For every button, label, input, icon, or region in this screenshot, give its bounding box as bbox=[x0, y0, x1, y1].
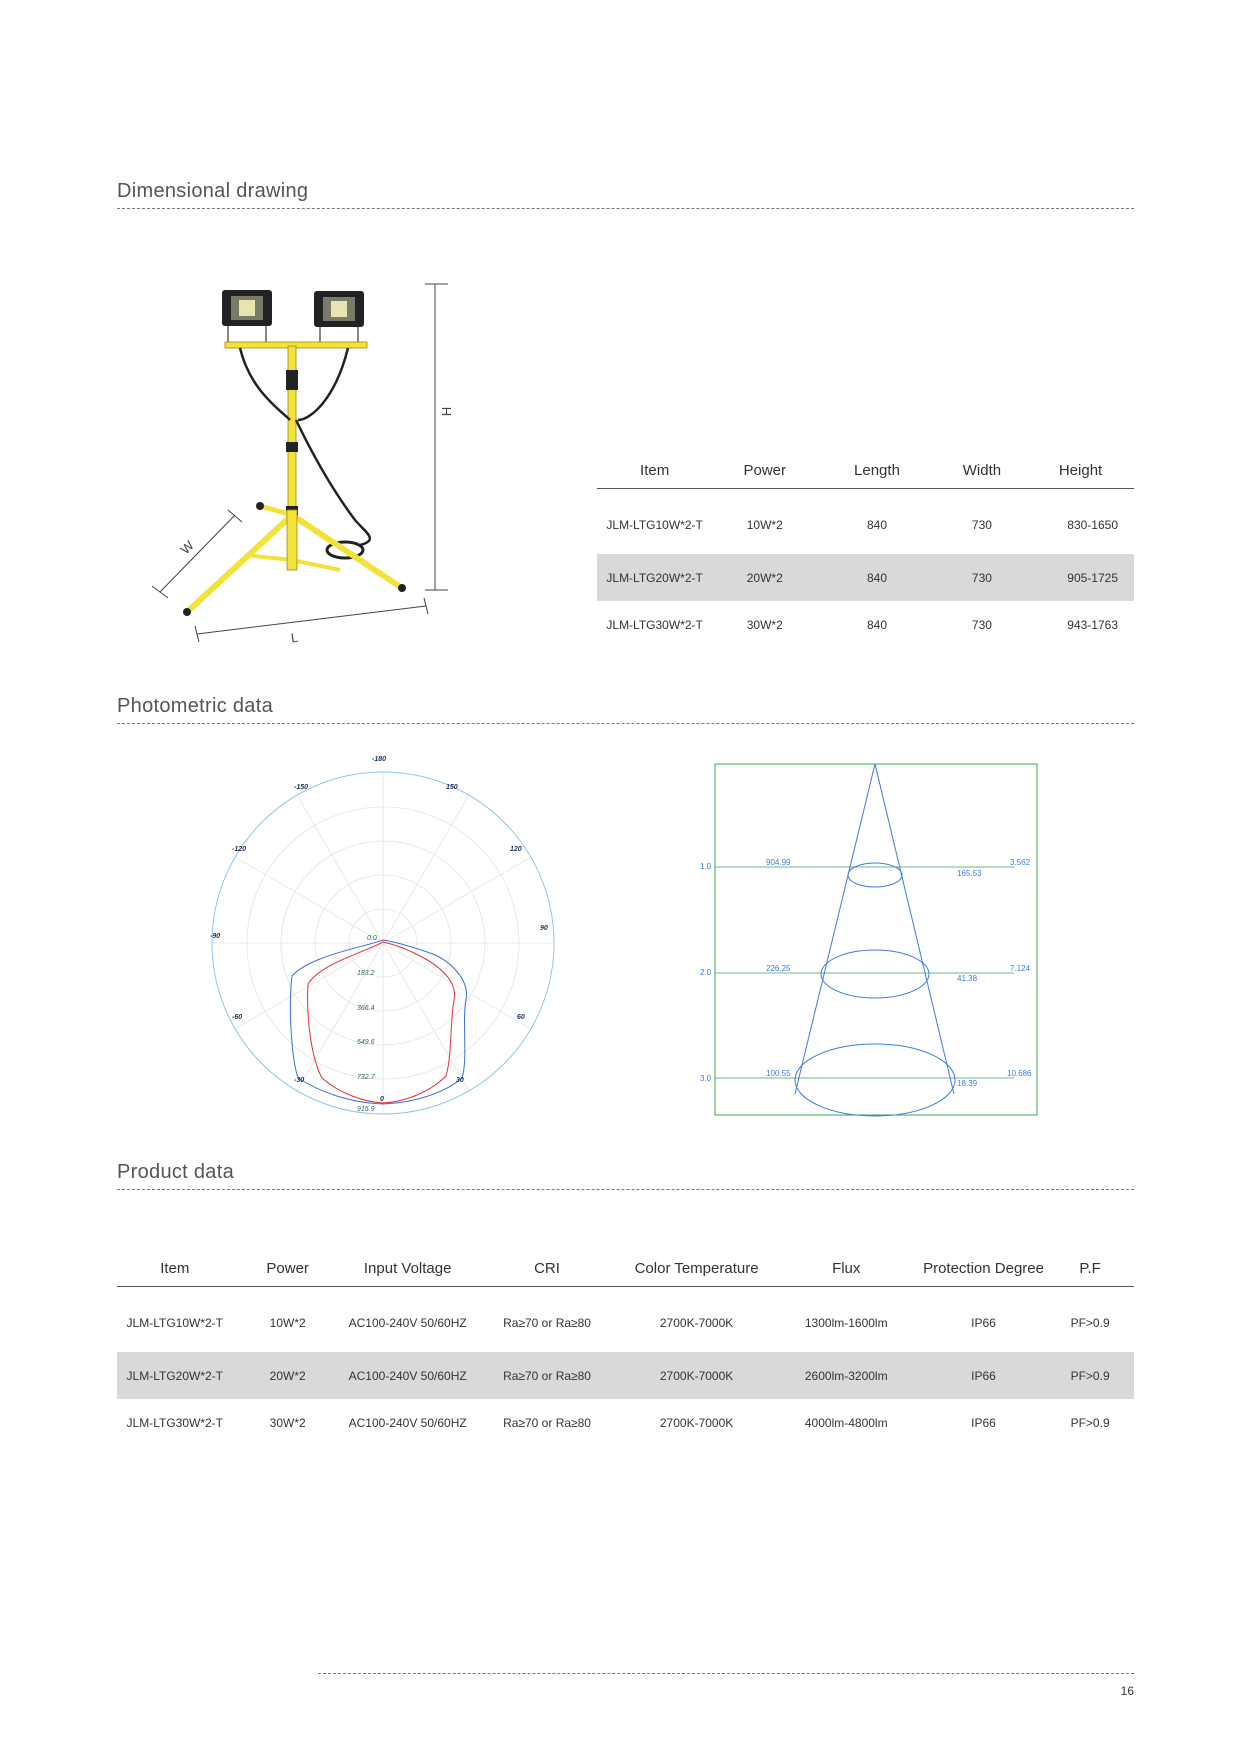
cell-protection-degree: IP66 bbox=[921, 1352, 1046, 1399]
cone-illuminance-value: 226.25 bbox=[766, 964, 791, 973]
polar-angle-label: 30 bbox=[456, 1077, 464, 1084]
tripod-legs bbox=[183, 502, 406, 616]
table-row bbox=[117, 1352, 1134, 1399]
section-title-photometric: Photometric data bbox=[117, 695, 1134, 724]
dimension-label-l: L bbox=[289, 629, 300, 646]
cell-length: 840 bbox=[817, 554, 937, 601]
section-title-dimensional: Dimensional drawing bbox=[117, 180, 1134, 209]
cone-average-value: 165.53 bbox=[957, 869, 982, 878]
polar-radial-label: 183.2 bbox=[357, 970, 375, 977]
polar-angle-label: -120 bbox=[232, 846, 247, 853]
cell-power: 10W*2 bbox=[269, 1316, 306, 1330]
cell-color-temperature: 2700K-7000K bbox=[659, 1316, 734, 1330]
cone-diameter-value: 10.686 bbox=[1007, 1069, 1032, 1078]
header-width: Width bbox=[937, 452, 1027, 489]
polar-angle-label: -90 bbox=[210, 933, 221, 940]
header-protection-degree: Protection Degree bbox=[921, 1250, 1046, 1287]
header-item: Item bbox=[117, 1250, 233, 1287]
cell-flux: 2600lm-3200lm bbox=[772, 1352, 921, 1399]
polar-angle-label: 60 bbox=[517, 1014, 525, 1021]
height-dimension bbox=[425, 284, 448, 590]
cone-distance-label: 2.0 bbox=[700, 968, 712, 977]
polar-radial-label: 732.7 bbox=[357, 1074, 375, 1081]
cone-illuminance-value: 904.99 bbox=[766, 858, 791, 867]
cell-pf: PF>0.9 bbox=[1070, 1316, 1110, 1330]
cone-average-value: 41.38 bbox=[957, 974, 978, 983]
footer-divider bbox=[318, 1673, 1134, 1674]
table-row bbox=[597, 554, 1134, 601]
cone-distance-label: 3.0 bbox=[700, 1074, 712, 1083]
cell-length: 840 bbox=[866, 617, 887, 632]
width-dimension bbox=[152, 510, 242, 598]
polar-radial-label: 366.4 bbox=[357, 1005, 375, 1012]
polar-curve-blue bbox=[290, 940, 466, 1104]
polar-distribution-diagram bbox=[200, 760, 570, 1130]
cell-item: JLM-LTG10W*2-T bbox=[126, 1316, 224, 1330]
table-row bbox=[117, 1399, 1134, 1446]
polar-radial-label: 915.9 bbox=[357, 1106, 375, 1113]
cell-cri: Ra≥70 or Ra≥80 bbox=[503, 1316, 591, 1330]
cell-cri: Ra≥70 or Ra≥80 bbox=[473, 1352, 622, 1399]
length-dimension bbox=[195, 598, 428, 642]
cell-input-voltage: AC100-240V 50/60HZ bbox=[348, 1316, 467, 1330]
polar-angle-label: -180 bbox=[372, 756, 387, 763]
polar-angle-label: 90 bbox=[540, 925, 548, 932]
lamp-head-left bbox=[222, 290, 272, 344]
cell-protection-degree: IP66 bbox=[971, 1415, 996, 1430]
tripod-floodlight-drawing bbox=[130, 270, 470, 650]
cell-item: JLM-LTG30W*2-T bbox=[126, 1415, 224, 1430]
dimension-label-w: W bbox=[177, 537, 197, 558]
polar-radial-label: 549.6 bbox=[357, 1039, 375, 1046]
cell-item: JLM-LTG20W*2-T bbox=[117, 1352, 233, 1399]
cone-average-value: 18.39 bbox=[957, 1079, 978, 1088]
header-length: Length bbox=[817, 452, 937, 489]
cell-input-voltage: AC100-240V 50/60HZ bbox=[348, 1415, 467, 1430]
header-item: Item bbox=[597, 452, 712, 489]
header-cri: CRI bbox=[473, 1250, 622, 1287]
table-header-row bbox=[597, 452, 1134, 489]
polar-angle-label: 120 bbox=[510, 846, 522, 853]
cell-input-voltage: AC100-240V 50/60HZ bbox=[343, 1352, 473, 1399]
dimension-label-h: H bbox=[439, 406, 455, 417]
header-input-voltage: Input Voltage bbox=[343, 1250, 473, 1287]
cell-height: 905-1725 bbox=[1027, 554, 1134, 601]
cell-power: 30W*2 bbox=[746, 617, 783, 632]
cell-flux: 1300lm-1600lm bbox=[804, 1316, 888, 1330]
header-pf: P.F bbox=[1046, 1250, 1134, 1287]
header-color-temperature: Color Temperature bbox=[621, 1250, 771, 1287]
cell-power: 30W*2 bbox=[269, 1415, 306, 1430]
polar-angle-label: -30 bbox=[294, 1077, 305, 1084]
cell-height: 943-1763 bbox=[1067, 617, 1118, 632]
table-header-row bbox=[117, 1250, 1134, 1287]
header-flux: Flux bbox=[772, 1250, 921, 1287]
cell-item: JLM-LTG10W*2-T bbox=[606, 518, 703, 532]
cell-height: 830-1650 bbox=[1067, 518, 1118, 532]
table-row bbox=[597, 601, 1134, 648]
lamp-head-right bbox=[314, 291, 364, 344]
cell-cri: Ra≥70 or Ra≥80 bbox=[503, 1415, 591, 1430]
cell-pf: PF>0.9 bbox=[1046, 1352, 1134, 1399]
cone-distance-label: 1.0 bbox=[700, 862, 712, 871]
dimension-table bbox=[597, 452, 1134, 648]
cell-pf: PF>0.9 bbox=[1070, 1415, 1110, 1430]
cell-protection-degree: IP66 bbox=[971, 1316, 996, 1330]
polar-radial-label: 0.0 bbox=[367, 935, 377, 942]
cone-diameter-value: 7.124 bbox=[1010, 964, 1031, 973]
cone-illuminance-value: 100.55 bbox=[766, 1069, 791, 1078]
polar-angle-label: -150 bbox=[294, 784, 309, 791]
cell-power: 20W*2 bbox=[233, 1352, 343, 1399]
table-row bbox=[597, 489, 1134, 555]
cell-color-temperature: 2700K-7000K bbox=[659, 1415, 734, 1430]
page-number: 16 bbox=[1120, 1684, 1134, 1698]
cell-length: 840 bbox=[866, 518, 887, 532]
cell-item: JLM-LTG20W*2-T bbox=[597, 554, 712, 601]
product-table bbox=[117, 1250, 1134, 1446]
cell-width: 730 bbox=[971, 518, 992, 532]
cell-power: 10W*2 bbox=[746, 518, 783, 532]
cell-power: 20W*2 bbox=[712, 554, 817, 601]
cell-width: 730 bbox=[937, 554, 1027, 601]
header-power: Power bbox=[712, 452, 817, 489]
polar-angle-label: -60 bbox=[232, 1014, 243, 1021]
cell-flux: 4000lm-4800lm bbox=[804, 1415, 888, 1430]
header-power: Power bbox=[233, 1250, 343, 1287]
section-title-product: Product data bbox=[117, 1161, 1134, 1190]
polar-angle-label: 150 bbox=[446, 784, 458, 791]
cell-width: 730 bbox=[971, 617, 992, 632]
table-row bbox=[117, 1287, 1134, 1353]
cone-diameter-value: 3.562 bbox=[1010, 858, 1031, 867]
cell-item: JLM-LTG30W*2-T bbox=[606, 617, 703, 632]
cone-illuminance-diagram bbox=[714, 763, 1038, 1117]
cell-color-temperature: 2700K-7000K bbox=[621, 1352, 771, 1399]
polar-angle-label: 0 bbox=[380, 1096, 384, 1103]
header-height: Height bbox=[1027, 452, 1134, 489]
